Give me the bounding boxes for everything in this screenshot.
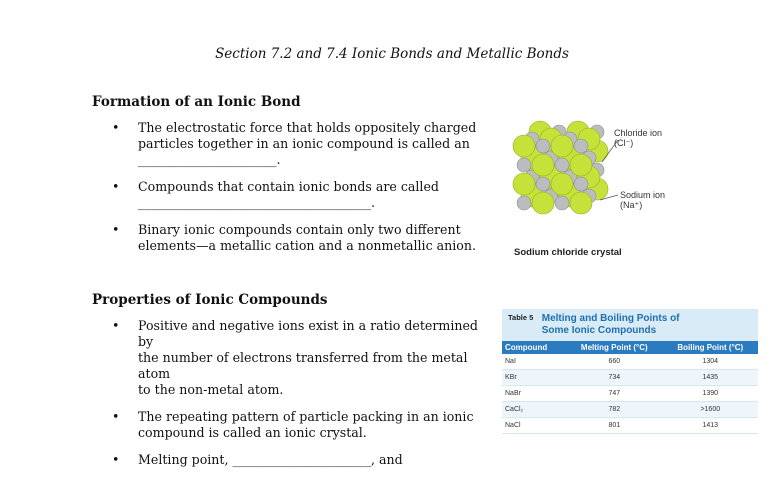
table-cell: CaCl₂ bbox=[502, 402, 566, 418]
table-cell: 1435 bbox=[663, 370, 758, 386]
column-header: Boiling Point (°C) bbox=[663, 341, 758, 354]
table-cell: >1600 bbox=[663, 402, 758, 418]
chloride-ion bbox=[532, 192, 554, 214]
table-cell: 1413 bbox=[663, 418, 758, 434]
chloride-ion bbox=[513, 135, 535, 157]
chloride-ion bbox=[532, 154, 554, 176]
sodium-ion bbox=[517, 196, 531, 210]
crystal-lattice bbox=[513, 121, 608, 214]
page-title: Section 7.2 and 7.4 Ionic Bonds and Metallic Bonds bbox=[215, 46, 569, 62]
table-cell: 801 bbox=[566, 418, 663, 434]
table-row bbox=[502, 370, 758, 386]
fill-in-blank[interactable]: _____________________________________. bbox=[138, 195, 375, 210]
section-heading-formation: Formation of an Ionic Bond bbox=[92, 94, 301, 110]
bullet-icon: • bbox=[112, 409, 120, 424]
data-table bbox=[502, 341, 758, 434]
table-row bbox=[502, 354, 758, 370]
bullet-list-formation bbox=[112, 120, 492, 265]
bullet-list-properties bbox=[112, 318, 492, 479]
fill-in-blank[interactable]: ______________________. bbox=[138, 152, 281, 167]
bullet-item: • The repeating pattern of particle packing in an ionic compound is called an ionic crystal. bbox=[112, 409, 474, 440]
sodium-ion bbox=[555, 196, 569, 210]
chloride-ion bbox=[551, 173, 573, 195]
bullet-item: • Positive and negative ions exist in a ratio determined by the number of electrons transferred from the metal atom to the non-metal atom. bbox=[112, 318, 478, 397]
fill-in-blank[interactable]: Melting point, ______________________, and bbox=[138, 452, 403, 467]
chloride-ion bbox=[551, 135, 573, 157]
chloride-ion-label: Chloride ion (Cl⁻) bbox=[614, 128, 663, 148]
melting-boiling-table bbox=[502, 309, 758, 434]
table-cell: 782 bbox=[566, 402, 663, 418]
section-heading-properties: Properties of Ionic Compounds bbox=[92, 292, 328, 308]
table-header-row bbox=[502, 341, 758, 354]
table-number: Table 5 bbox=[508, 313, 534, 322]
bullet-icon: • bbox=[112, 120, 120, 135]
table-title: $^{Table 5}$ Melting and Boiling Points of Some Ionic Compounds bbox=[502, 309, 758, 341]
figure-caption: Sodium chloride crystal bbox=[514, 247, 622, 258]
table-cell: NaCl bbox=[502, 418, 566, 434]
bullet-icon: • bbox=[112, 452, 120, 467]
bullet-icon: • bbox=[112, 318, 120, 333]
table-cell: 1390 bbox=[663, 386, 758, 402]
column-header: Compound bbox=[502, 341, 566, 354]
table-row bbox=[502, 386, 758, 402]
table-cell: NaBr bbox=[502, 386, 566, 402]
table-cell: KBr bbox=[502, 370, 566, 386]
table-cell: 1304 bbox=[663, 354, 758, 370]
bullet-item: • Binary ionic compounds contain only two different elements—a metallic cation and a nonmetallic anion. bbox=[112, 222, 476, 253]
sodium-ion bbox=[517, 158, 531, 172]
table-cell: 734 bbox=[566, 370, 663, 386]
sodium-ion bbox=[574, 177, 588, 191]
column-header: Melting Point (°C) bbox=[566, 341, 663, 354]
table-cell: 747 bbox=[566, 386, 663, 402]
bullet-icon: • bbox=[112, 179, 120, 194]
chloride-ion bbox=[513, 173, 535, 195]
sodium-ion bbox=[574, 139, 588, 153]
bullet-icon: • bbox=[112, 222, 120, 237]
table-cell: 660 bbox=[566, 354, 663, 370]
table-row bbox=[502, 418, 758, 434]
bullet-item bbox=[112, 452, 492, 468]
bullet-item: • Compounds that contain ionic bonds are called _____________________________________. bbox=[112, 179, 492, 211]
bullet-item: • The electrostatic force that holds oppositely charged particles together in an ionic compound is called an ______________________. bbox=[112, 120, 492, 168]
table-cell: NaI bbox=[502, 354, 566, 370]
chloride-ion bbox=[570, 154, 592, 176]
sodium-ion bbox=[536, 139, 550, 153]
sodium-ion bbox=[555, 158, 569, 172]
sodium-ion-label: Sodium ion (Na⁺) bbox=[620, 190, 666, 210]
sodium-ion bbox=[536, 177, 550, 191]
table-row bbox=[502, 402, 758, 418]
chloride-ion bbox=[570, 192, 592, 214]
